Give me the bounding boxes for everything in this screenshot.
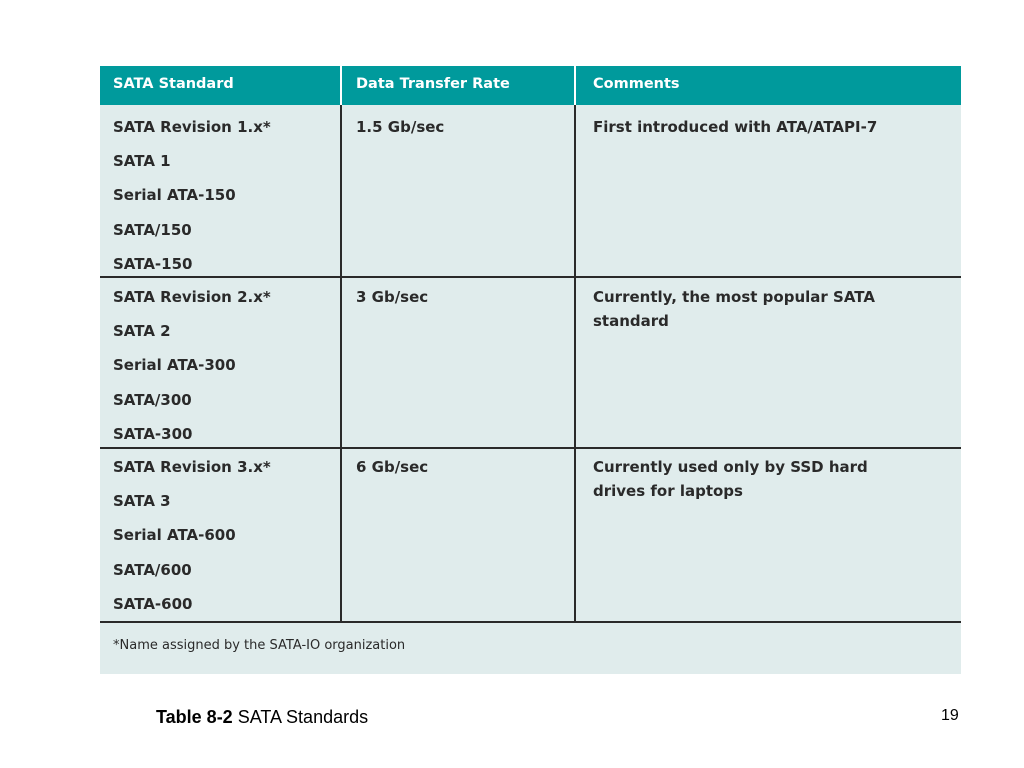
table-footnote: *Name assigned by the SATA-IO organization	[113, 638, 406, 653]
header-data-transfer-rate: Data Transfer Rate	[356, 76, 510, 92]
transfer-rate: 1.5 Gb/sec	[356, 118, 445, 136]
comment: Currently, the most popular SATA standard	[593, 288, 875, 330]
standard-name: SATA/150	[113, 220, 192, 239]
table-row	[100, 457, 961, 617]
table-row	[100, 117, 961, 277]
standard-names	[113, 287, 338, 458]
standard-name: SATA-150	[113, 254, 193, 273]
table-header	[100, 66, 961, 105]
row-divider	[100, 276, 961, 278]
standard-name: SATA Revision 3.x*	[113, 458, 271, 476]
header-comments: Comments	[593, 76, 680, 92]
caption-label: Table 8-2	[156, 707, 233, 727]
page-number: 19	[941, 707, 959, 724]
header-sata-standard: SATA Standard	[113, 76, 234, 92]
sata-standards-table	[100, 66, 961, 674]
standard-name: SATA Revision 1.x*	[113, 118, 271, 136]
standard-name: Serial ATA-300	[113, 356, 236, 375]
standard-name: Serial ATA-150	[113, 186, 236, 205]
transfer-rate: 6 Gb/sec	[356, 458, 429, 476]
standard-name: SATA-600	[113, 594, 193, 613]
standard-name: SATA 3	[113, 492, 171, 511]
header-divider	[340, 66, 342, 105]
comment: Currently used only by SSD hard drives for laptops	[593, 458, 868, 500]
row-divider	[100, 447, 961, 449]
standard-names	[113, 117, 338, 288]
row-divider	[100, 621, 961, 623]
standard-name: SATA Revision 2.x*	[113, 288, 271, 306]
standard-names	[113, 457, 338, 628]
standard-name: Serial ATA-600	[113, 526, 236, 545]
header-divider	[574, 66, 576, 105]
caption-text: SATA Standards	[232, 707, 369, 727]
standard-name: SATA/300	[113, 390, 192, 409]
standard-name: SATA 1	[113, 152, 171, 171]
table-row	[100, 287, 961, 447]
transfer-rate: 3 Gb/sec	[356, 288, 429, 306]
comment: First introduced with ATA/ATAPI-7	[593, 118, 878, 136]
standard-name: SATA-300	[113, 424, 193, 443]
standard-name: SATA 2	[113, 322, 171, 341]
standard-name: SATA/600	[113, 560, 192, 579]
table-caption	[156, 707, 368, 728]
